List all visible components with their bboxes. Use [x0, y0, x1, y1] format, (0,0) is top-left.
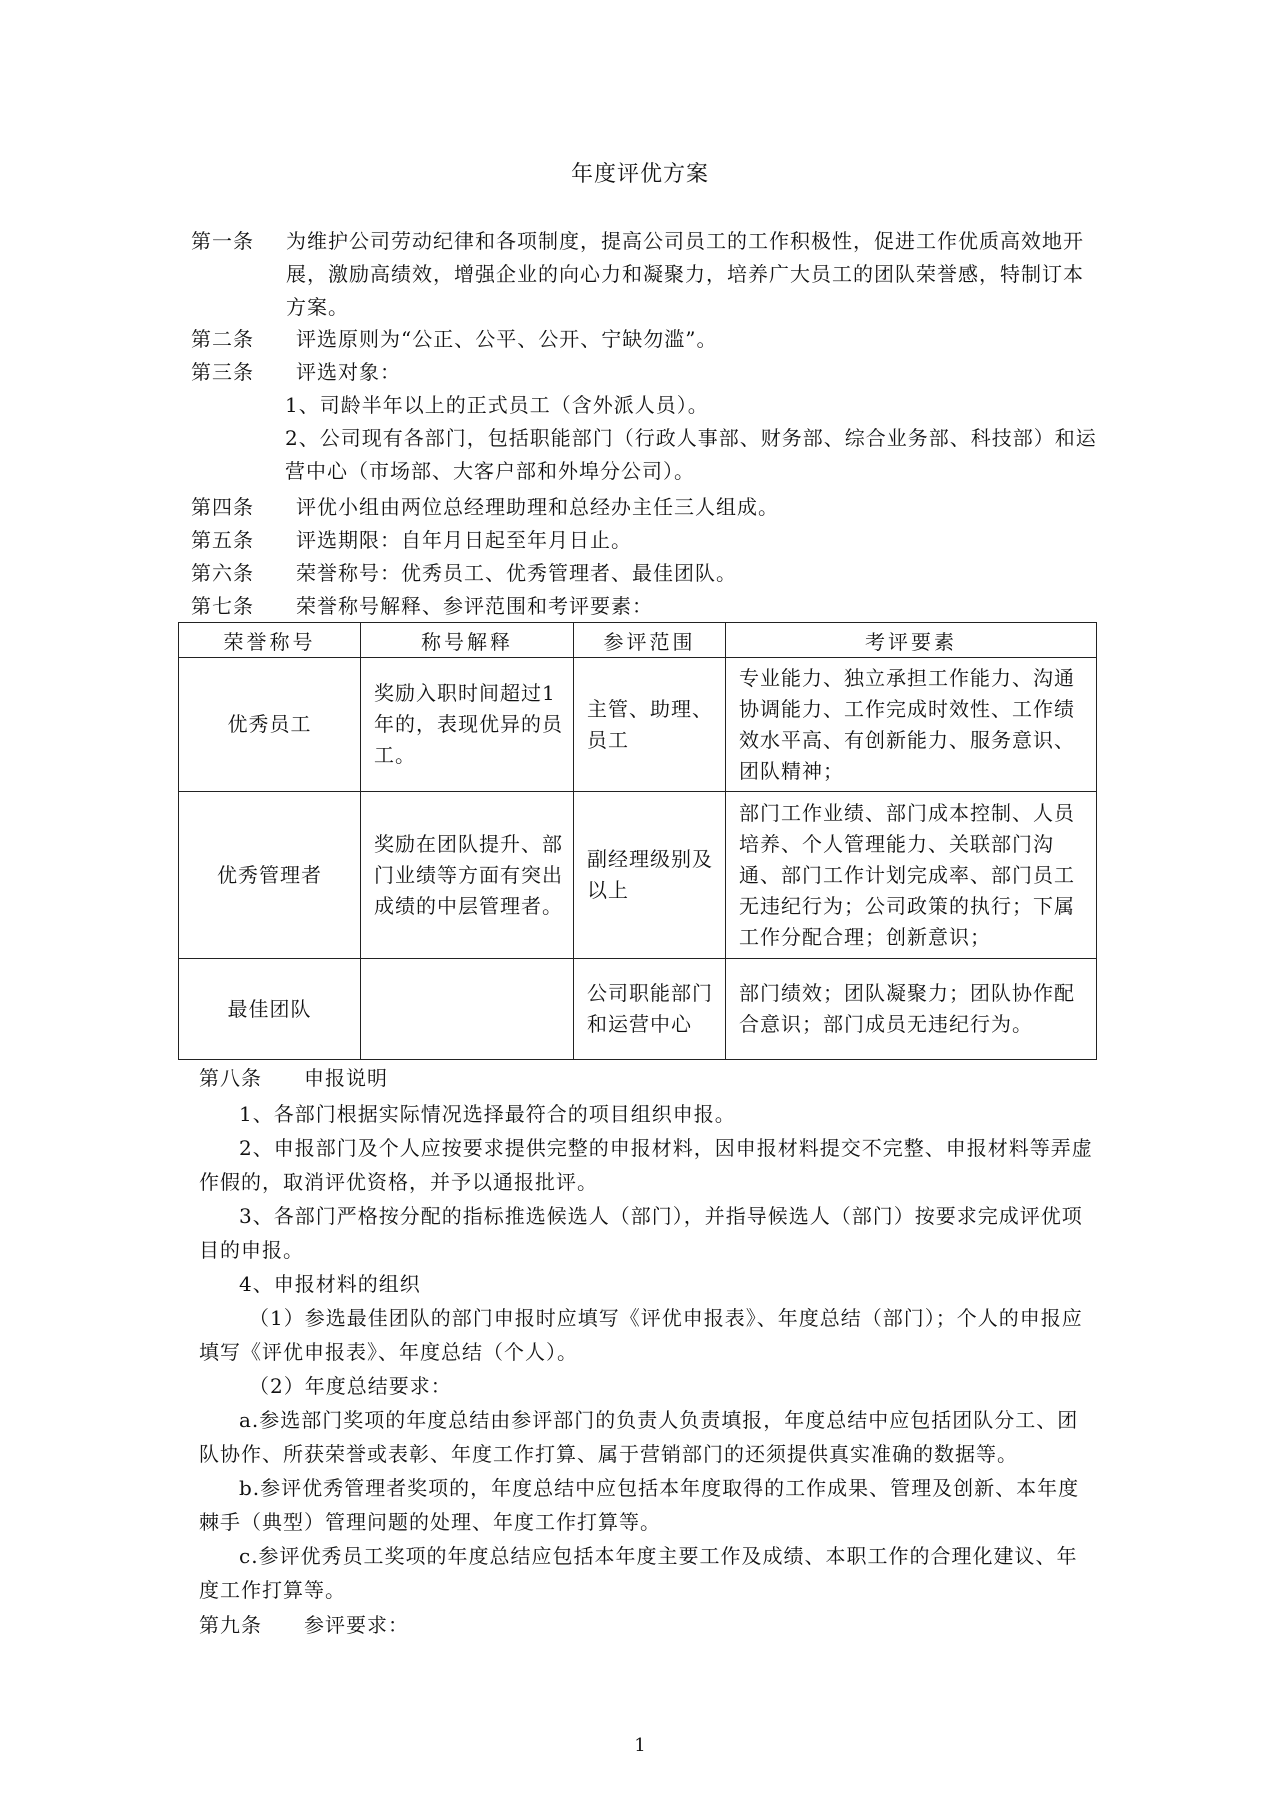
honor-factors-cell: 专业能力、独立承担工作能力、沟通协调能力、工作完成时效性、工作绩效水平高、有创新能力、服务意识、团队精神；: [726, 658, 1097, 792]
article-label: 第六条: [191, 561, 254, 585]
honor-factors-cell: 部门工作业绩、部门成本控制、人员培养、个人管理能力、关联部门沟通、部门工作计划完成率、部门员工无违纪行为；公司政策的执行；下属工作分配合理；创新意识；: [726, 792, 1097, 959]
page-number: 1: [634, 1735, 646, 1756]
article-text: 为维护公司劳动纪律和各项制度，提高公司员工的工作积极性，促进工作优质高效地开展，激励高绩效，增强企业的向心力和凝聚力，培养广大员工的团队荣誉感，特制订本方案。: [286, 229, 1084, 319]
article-label: 第四条: [191, 495, 254, 519]
table-header-cell: 荣誉称号: [179, 623, 361, 658]
article-3-item-1: 1、司龄半年以上的正式员工（含外派人员）。: [285, 393, 709, 417]
article-8-paragraph: c.参评优秀员工奖项的年度总结应包括本年度主要工作及成绩、本职工作的合理化建议、年度工作打算等。: [199, 1544, 1078, 1602]
honor-scope-cell: 副经理级别及以上: [574, 792, 726, 959]
article-text: 荣誉称号解释、参评范围和考评要素：: [296, 594, 653, 618]
article-4: [191, 491, 779, 520]
article-text: 荣誉称号：优秀员工、优秀管理者、最佳团队。: [296, 561, 737, 585]
document-title: 年度评优方案: [570, 162, 709, 187]
article-label: 第九条: [199, 1613, 262, 1637]
article-label: 第一条: [191, 229, 254, 253]
article-text: 评选对象：: [296, 360, 401, 384]
honor-explain-cell: [361, 959, 574, 1060]
honor-explain-cell: 奖励入职时间超过1年的，表现优异的员工。: [361, 658, 574, 792]
honor-name-cell: 优秀管理者: [179, 792, 361, 959]
honor-explain-cell: 奖励在团队提升、部门业绩等方面有突出成绩的中层管理者。: [361, 792, 574, 959]
table-header-cell: 称号解释: [361, 623, 574, 658]
table-row: [179, 658, 1097, 792]
article-8-paragraph: 3、各部门严格按分配的指标推选候选人（部门），并指导候选人（部门）按要求完成评优项目的申报。: [199, 1204, 1083, 1262]
table-header-row: [179, 623, 1097, 658]
article-text: 申报说明: [304, 1066, 388, 1090]
table-header-cell: 参评范围: [574, 623, 726, 658]
article-label: 第七条: [191, 594, 254, 618]
article-8-paragraph: 2、申报部门及个人应按要求提供完整的申报材料，因申报材料提交不完整、申报材料等弄虚作假的，取消评优资格，并予以通报批评。: [199, 1136, 1093, 1194]
article-5: [191, 524, 632, 553]
article-label: 第五条: [191, 528, 254, 552]
table-row: [179, 792, 1097, 959]
article-8-paragraph: b.参评优秀管理者奖项的，年度总结中应包括本年度取得的工作成果、管理及创新、本年度棘手（典型）管理问题的处理、年度工作打算等。: [199, 1476, 1080, 1534]
article-9: [199, 1609, 409, 1638]
article-text: 评优小组由两位总经理助理和总经办主任三人组成。: [296, 495, 779, 519]
article-8-paragraph: a.参选部门奖项的年度总结由参评部门的负责人负责填报，年度总结中应包括团队分工、团队协作、所获荣誉或表彰、年度工作打算、属于营销部门的还须提供真实准确的数据等。: [199, 1408, 1079, 1466]
article-3: [191, 356, 401, 385]
honor-name-cell: 优秀员工: [179, 658, 361, 792]
article-1: [191, 225, 1096, 324]
article-6: [191, 557, 737, 586]
honor-scope-cell: 主管、助理、员工: [574, 658, 726, 792]
honor-scope-cell: 公司职能部门和运营中心: [574, 959, 726, 1060]
article-8-paragraph: （1）参选最佳团队的部门申报时应填写《评优申报表》、年度总结（部门）；个人的申报应填写《评优申报表》、年度总结（个人）。: [199, 1306, 1083, 1364]
article-3-item-2-text: 2、公司现有各部门，包括职能部门（行政人事部、财务部、综合业务部、科技部）和运营中心（市场部、大客户部和外埠分公司）。: [285, 426, 1097, 483]
article-3-item-2: [285, 422, 1103, 488]
article-8-paragraph: 1、各部门根据实际情况选择最符合的项目组织申报。: [239, 1102, 736, 1126]
table-header-cell: 考评要素: [726, 623, 1097, 658]
article-2: [191, 323, 717, 352]
article-8: [199, 1062, 388, 1091]
article-8-paragraph: 4、申报材料的组织: [239, 1272, 421, 1296]
article-text: 参评要求：: [304, 1613, 409, 1637]
honor-factors-cell: 部门绩效；团队凝聚力；团队协作配合意识；部门成员无违纪行为。: [726, 959, 1097, 1060]
honor-table: [178, 622, 1097, 1060]
table-row: [179, 959, 1097, 1060]
article-label: 第三条: [191, 360, 254, 384]
article-text: 评选期限：自年月日起至年月日止。: [296, 528, 632, 552]
article-7: [191, 590, 653, 619]
honor-name-cell: 最佳团队: [179, 959, 361, 1060]
article-text: 评选原则为“公正、公平、公开、宁缺勿滥”。: [296, 327, 718, 351]
article-label: 第八条: [199, 1066, 262, 1090]
article-8-paragraph: （2）年度总结要求：: [249, 1374, 452, 1398]
article-label: 第二条: [191, 327, 254, 351]
